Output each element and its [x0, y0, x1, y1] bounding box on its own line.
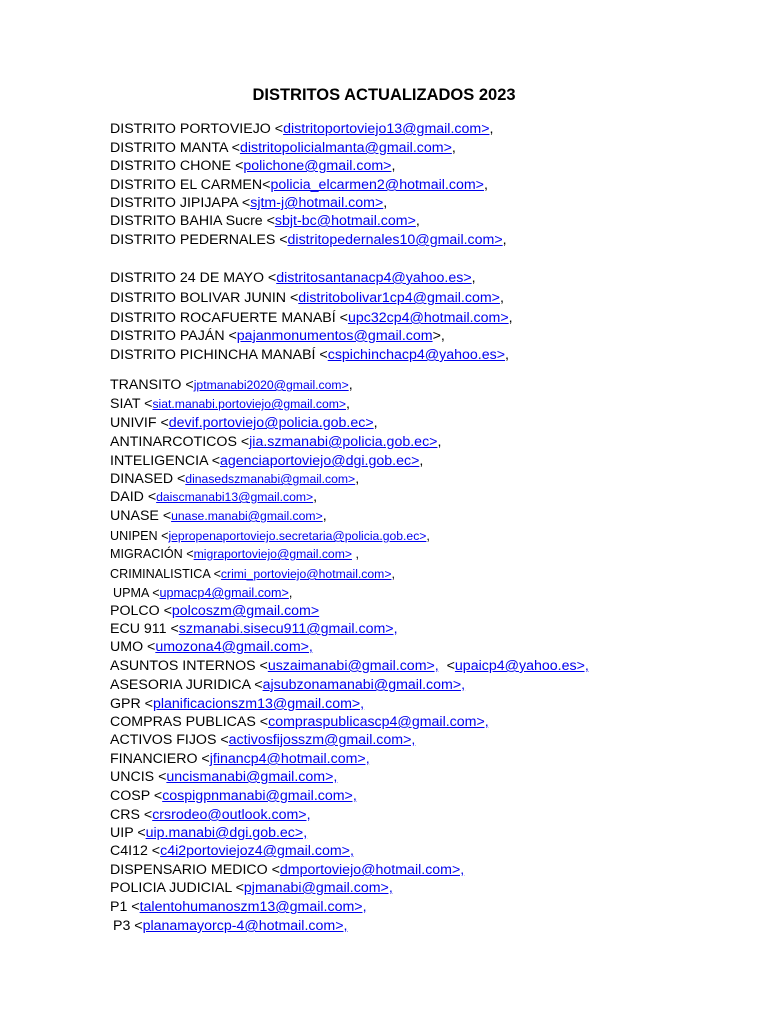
contact-line: [110, 231, 507, 249]
contact-label: TRANSITO <: [110, 377, 194, 393]
contact-suffix: ,: [471, 270, 476, 286]
email-link[interactable]: jia.szmanabi@policia.gob.ec>: [249, 434, 438, 450]
email-link[interactable]: distritosantanacp4@yahoo.es>: [276, 270, 472, 286]
contact-label: MIGRACIÓN <: [110, 547, 194, 561]
email-link[interactable]: distritoportoviejo13@gmail.com>: [283, 121, 490, 137]
contact-line: [110, 565, 395, 583]
contact-line: [110, 309, 513, 327]
email-link[interactable]: dmportoviejo@hotmail.com>,: [279, 862, 465, 878]
contact-suffix: ,: [383, 195, 388, 211]
contact-label: DISTRITO PAJÁN <: [110, 328, 237, 344]
contact-line: [110, 676, 465, 694]
contact-suffix: ,: [355, 471, 360, 487]
contact-label: DISTRITO JIPIJAPA <: [110, 195, 251, 211]
contact-line: [113, 584, 292, 602]
contact-suffix: ,: [437, 434, 442, 450]
email-link[interactable]: uncismanabi@gmail.com>,: [166, 769, 338, 785]
contact-label: ASUNTOS INTERNOS <: [110, 658, 268, 674]
email-link[interactable]: devif.portoviejo@policia.gob.ec>: [168, 415, 374, 431]
contact-label: C4I12 <: [110, 843, 161, 859]
contact-label: ACTIVOS FIJOS <: [110, 732, 229, 748]
contact-line: [110, 787, 357, 805]
email-link[interactable]: pjmanabi@gmail.com>,: [243, 880, 393, 896]
contact-label: DISTRITO PEDERNALES <: [110, 232, 288, 248]
contact-label: UIP <: [110, 825, 146, 841]
contact-label: ECU 911 <: [110, 621, 179, 637]
contact-suffix: ,: [483, 177, 488, 193]
contact-suffix: ,: [322, 508, 327, 524]
contact-separator: <: [438, 658, 455, 674]
email-link[interactable]: c4i2portoviejoz4@gmail.com>,: [160, 843, 354, 859]
contact-label: CRS <: [110, 807, 153, 823]
contact-label: POLCO <: [110, 603, 172, 619]
contact-label: DINASED <: [110, 471, 186, 487]
contact-label: P3 <: [113, 918, 143, 934]
contact-line: [110, 452, 423, 470]
contact-label: DISTRITO MANTA <: [110, 140, 240, 156]
contact-label: DISTRITO PICHINCHA MANABÍ <: [110, 347, 328, 363]
contact-label: ASESORIA JURIDICA <: [110, 677, 263, 693]
email-link[interactable]: cspichinchacp4@yahoo.es>: [327, 347, 505, 363]
contact-line: [110, 750, 370, 768]
contact-suffix: ,: [419, 453, 424, 469]
email-link[interactable]: ajsubzonamanabi@gmail.com>,: [262, 677, 466, 693]
contact-line: [110, 194, 387, 212]
email-link[interactable]: umozona4@gmail.com>,: [155, 639, 313, 655]
email-link[interactable]: dinasedszmanabi@gmail.com>: [185, 472, 356, 486]
contact-line: [110, 695, 364, 713]
email-link[interactable]: jfinancp4@hotmail.com>,: [209, 751, 370, 767]
contact-line: [110, 346, 509, 364]
contact-line: [110, 376, 353, 394]
email-link[interactable]: sbjt-bc@hotmail.com>: [274, 213, 416, 229]
email-link[interactable]: distritopedernales10@gmail.com>: [287, 232, 503, 248]
email-link[interactable]: uszaimanabi@gmail.com>,: [267, 658, 439, 674]
contact-line: [110, 327, 445, 345]
email-link[interactable]: crsrodeo@outlook.com>,: [152, 807, 311, 823]
email-link[interactable]: crimi_portoviejo@hotmail.com>: [220, 567, 392, 581]
contact-label: DISTRITO CHONE <: [110, 158, 244, 174]
email-link[interactable]: agenciaportoviejo@dgi.gob.ec>: [220, 453, 420, 469]
contact-suffix: ,: [499, 290, 504, 306]
contact-line: [110, 269, 476, 287]
contact-suffix: ,: [313, 489, 318, 505]
contact-label: UNASE <: [110, 508, 172, 524]
contact-suffix: ,: [288, 586, 293, 600]
email-link[interactable]: szmanabi.sisecu911@gmail.com>,: [178, 621, 398, 637]
contact-line: [110, 414, 378, 432]
email-link[interactable]: distritobolivar1cp4@gmail.com>: [298, 290, 500, 306]
contact-label: UNCIS <: [110, 769, 167, 785]
contact-line: [110, 638, 313, 656]
contact-suffix: ,: [505, 347, 509, 363]
email-link[interactable]: talentohumanoszm13@gmail.com>,: [139, 899, 367, 915]
contact-label: COSP <: [110, 788, 163, 804]
email-link[interactable]: daiscmanabi13@gmail.com>: [156, 490, 314, 504]
contact-label: COMPRAS PUBLICAS <: [110, 714, 269, 730]
contact-suffix: ,: [346, 396, 350, 412]
contact-label: ANTINARCOTICOS <: [110, 434, 250, 450]
contact-line: [110, 657, 589, 675]
email-link[interactable]: planamayorcp-4@hotmail.com>,: [142, 918, 348, 934]
contact-label: DISTRITO ROCAFUERTE MANABÍ <: [110, 310, 348, 326]
email-link[interactable]: cospigpnmanabi@gmail.com>,: [162, 788, 357, 804]
contact-line: [110, 861, 464, 879]
contact-suffix: ,: [415, 213, 420, 229]
contact-label: SIAT <: [110, 396, 153, 412]
email-link[interactable]: unase.manabi@gmail.com>: [171, 509, 323, 523]
contact-line: [110, 433, 441, 451]
contact-line: [110, 395, 350, 413]
email-link[interactable]: uip.manabi@dgi.gob.ec>,: [145, 825, 308, 841]
email-link[interactable]: activosfijosszm@gmail.com>,: [228, 732, 416, 748]
email-link[interactable]: pajanmonumentos@gmail.com: [236, 328, 433, 344]
email-link[interactable]: jptmanabi2020@gmail.com>: [193, 378, 349, 392]
email-link[interactable]: distritopolicialmanta@gmail.com>: [239, 140, 452, 156]
contact-line: [110, 731, 415, 749]
contact-suffix: ,: [373, 415, 378, 431]
contact-line: [110, 768, 337, 786]
contact-suffix: ,: [391, 158, 396, 174]
contact-label: DISTRITO PORTOVIEJO <: [110, 121, 284, 137]
contact-label: DISTRITO BOLIVAR JUNIN <: [110, 290, 299, 306]
email-link[interactable]: siat.manabi.portoviejo@gmail.com>: [152, 397, 347, 411]
email-link[interactable]: sjtm-j@hotmail.com>: [250, 195, 384, 211]
contact-line: [110, 470, 359, 488]
contact-label: POLICIA JUDICIAL <: [110, 880, 244, 896]
contact-line: [110, 545, 359, 563]
contact-suffix: ,: [451, 140, 456, 156]
contact-suffix: ,: [351, 547, 359, 561]
contact-line: [113, 917, 347, 935]
contact-label: GPR <: [110, 696, 153, 712]
contact-label: FINANCIERO <: [110, 751, 210, 767]
contact-label: DISTRITO 24 DE MAYO <: [110, 270, 277, 286]
email-link[interactable]: upaicp4@yahoo.es>,: [454, 658, 589, 674]
contact-suffix: ,: [348, 377, 353, 393]
contact-suffix: >,: [432, 328, 445, 344]
contact-line: [110, 602, 319, 620]
contact-line: [110, 139, 456, 157]
contact-line: [110, 507, 327, 525]
contact-line: [110, 527, 430, 545]
contact-line: [110, 488, 317, 506]
contact-label: INTELIGENCIA <: [110, 453, 220, 469]
contact-line: [110, 898, 367, 916]
contact-label: UNIPEN <: [110, 529, 169, 543]
email-link[interactable]: polcoszm@gmail.com>: [171, 603, 320, 619]
contact-line: [110, 176, 488, 194]
contact-suffix: ,: [489, 121, 494, 137]
email-link[interactable]: jepropenaportoviejo.secretaria@policia.gob.ec>: [168, 529, 427, 543]
contact-label: UPMA <: [113, 586, 160, 600]
contact-line: [110, 842, 354, 860]
contact-label: DISTRITO EL CARMEN<: [110, 177, 271, 193]
contact-line: [110, 120, 493, 138]
document-title: DISTRITOS ACTUALIZADOS 2023: [252, 86, 516, 104]
contact-label: UMO <: [110, 639, 156, 655]
contact-label: DISTRITO BAHIA Sucre <: [110, 213, 275, 229]
contact-suffix: ,: [508, 310, 513, 326]
contact-line: [110, 879, 393, 897]
contact-line: [110, 713, 489, 731]
email-link[interactable]: migraportoviejo@gmail.com>: [193, 547, 352, 561]
email-link[interactable]: policia_elcarmen2@hotmail.com>: [270, 177, 484, 193]
contact-line: [110, 806, 311, 824]
contact-label: DISPENSARIO MEDICO <: [110, 862, 280, 878]
contact-line: [110, 824, 307, 842]
contact-line: [110, 212, 420, 230]
contact-label: P1 <: [110, 899, 140, 915]
contact-suffix: ,: [426, 529, 430, 543]
contact-label: UNIVIF <: [110, 415, 169, 431]
contact-line: [110, 289, 504, 307]
email-link[interactable]: polichone@gmail.com>: [243, 158, 392, 174]
contact-line: [110, 157, 395, 175]
email-link[interactable]: compraspublicascp4@gmail.com>,: [268, 714, 489, 730]
email-link[interactable]: upmacp4@gmail.com>: [159, 586, 289, 600]
contact-line: [110, 620, 398, 638]
contact-suffix: ,: [502, 232, 507, 248]
contact-label: CRIMINALISTICA <: [110, 567, 221, 581]
contact-suffix: ,: [391, 567, 395, 581]
email-link[interactable]: planificacionszm13@gmail.com>,: [152, 696, 365, 712]
contact-label: DAID <: [110, 489, 157, 505]
email-link[interactable]: upc32cp4@hotmail.com>: [347, 310, 509, 326]
